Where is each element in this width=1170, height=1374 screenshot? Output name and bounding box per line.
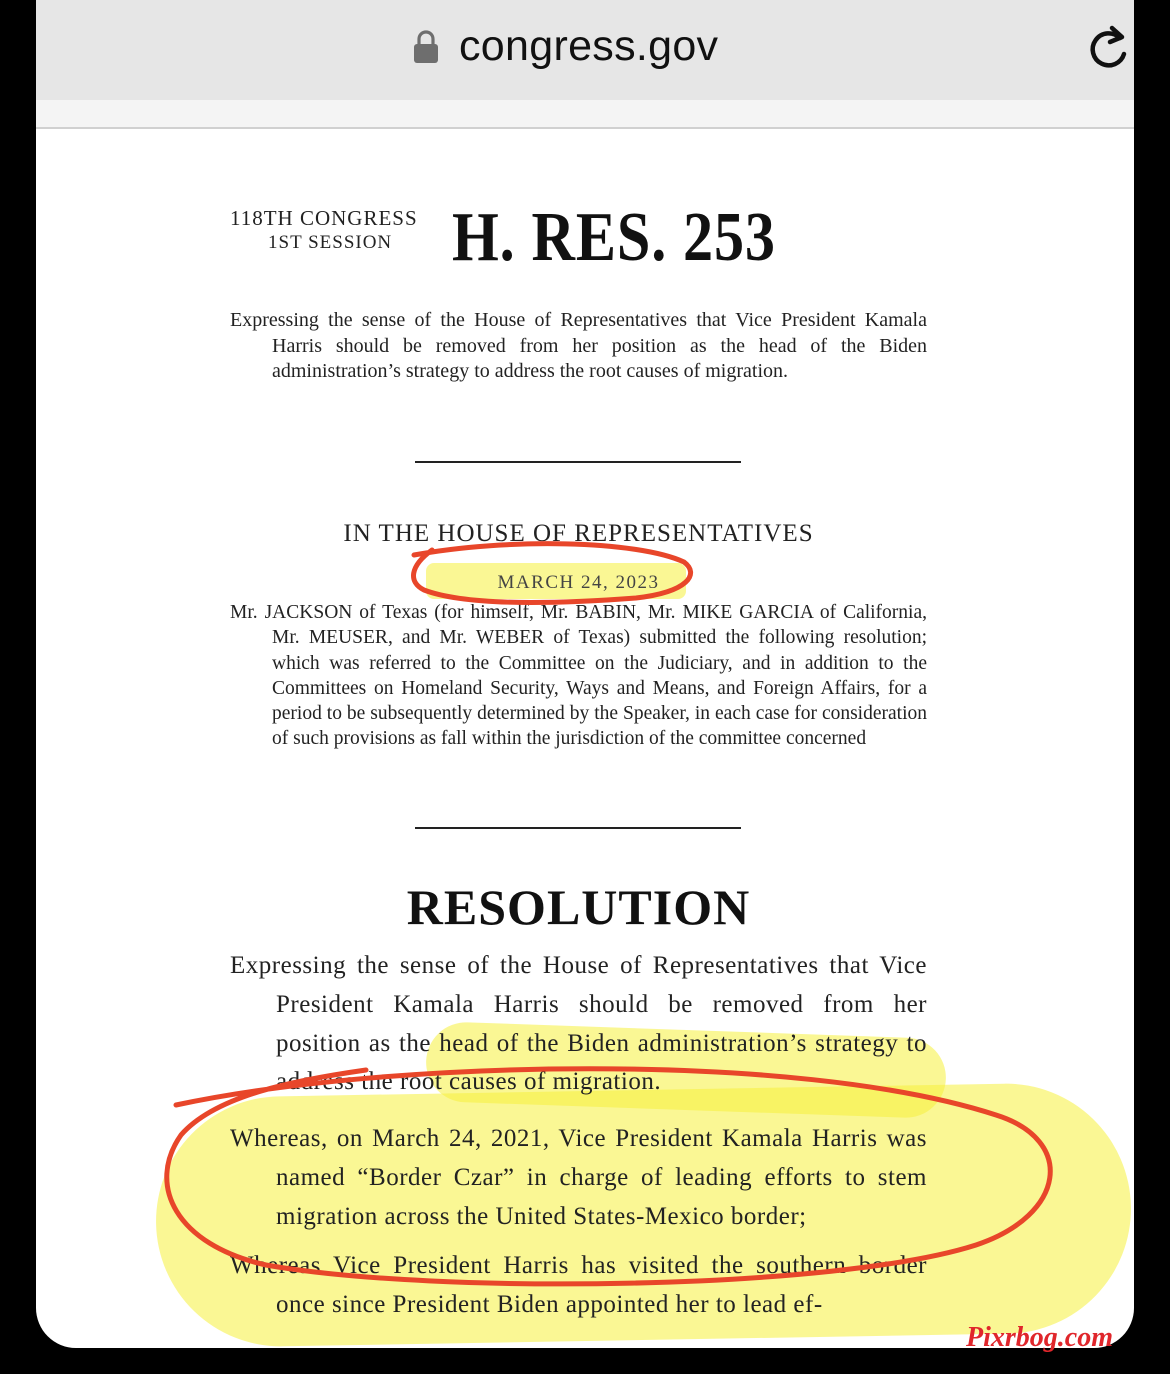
whereas-clause-1: Whereas, on March 24, 2021, Vice President Kamala Harris was named “Border Czar” in charge of leading efforts to stem migration across the United States-Mexico border;	[230, 1125, 927, 1230]
pdf-document[interactable]	[36, 130, 1134, 1348]
url-text[interactable]: congress.gov	[459, 22, 719, 70]
whereas-clause-2: Whereas Vice President Harris has visited the southern border once since President Biden appointed her to lead ef-	[230, 1252, 927, 1318]
chamber-heading: IN THE HOUSE OF REPRESENTATIVES	[343, 520, 814, 547]
address-bar[interactable]	[36, 0, 1134, 100]
divider-bottom	[415, 827, 741, 829]
resolution-heading: RESOLUTION	[406, 879, 751, 935]
browser-window	[36, 0, 1134, 1348]
introduced-date: MARCH 24, 2023	[497, 572, 660, 593]
toolbar-strip	[36, 100, 1134, 129]
resolution-title: Expressing the sense of the House of Representatives that Vice President Kamala Harris should be removed from her position as the head of the Biden administration’s strategy to address the root causes of migration.	[230, 952, 927, 1096]
bill-number: H. RES. 253	[452, 199, 776, 276]
watermark: Pixrbog.com	[966, 1322, 1113, 1353]
congress-label: 118TH CONGRESS	[230, 206, 418, 230]
lock-icon	[413, 30, 439, 64]
session-label: 1ST SESSION	[268, 232, 393, 253]
bill-title: Expressing the sense of the House of Representatives that Vice President Kamala Harris should be removed from her position as the head of the Biden administration’s strategy to address the root causes of migration.	[230, 309, 927, 382]
reload-icon[interactable]	[1082, 18, 1134, 74]
divider-top	[415, 461, 741, 463]
sponsor-statement: Mr. JACKSON of Texas (for himself, Mr. BABIN, Mr. MIKE GARCIA of California, Mr. MEUSER, and Mr. WEBER of Texas) submitted the following resolution; which was referred to the Committee on the Judiciary, and in addition to the Committees on Homeland Security, Ways and Means, and Foreign Affairs, for a period to be subsequently determined by the Speaker, in each case for consideration of such provisions as fall within the jurisdiction of the committee concerned	[230, 602, 927, 750]
